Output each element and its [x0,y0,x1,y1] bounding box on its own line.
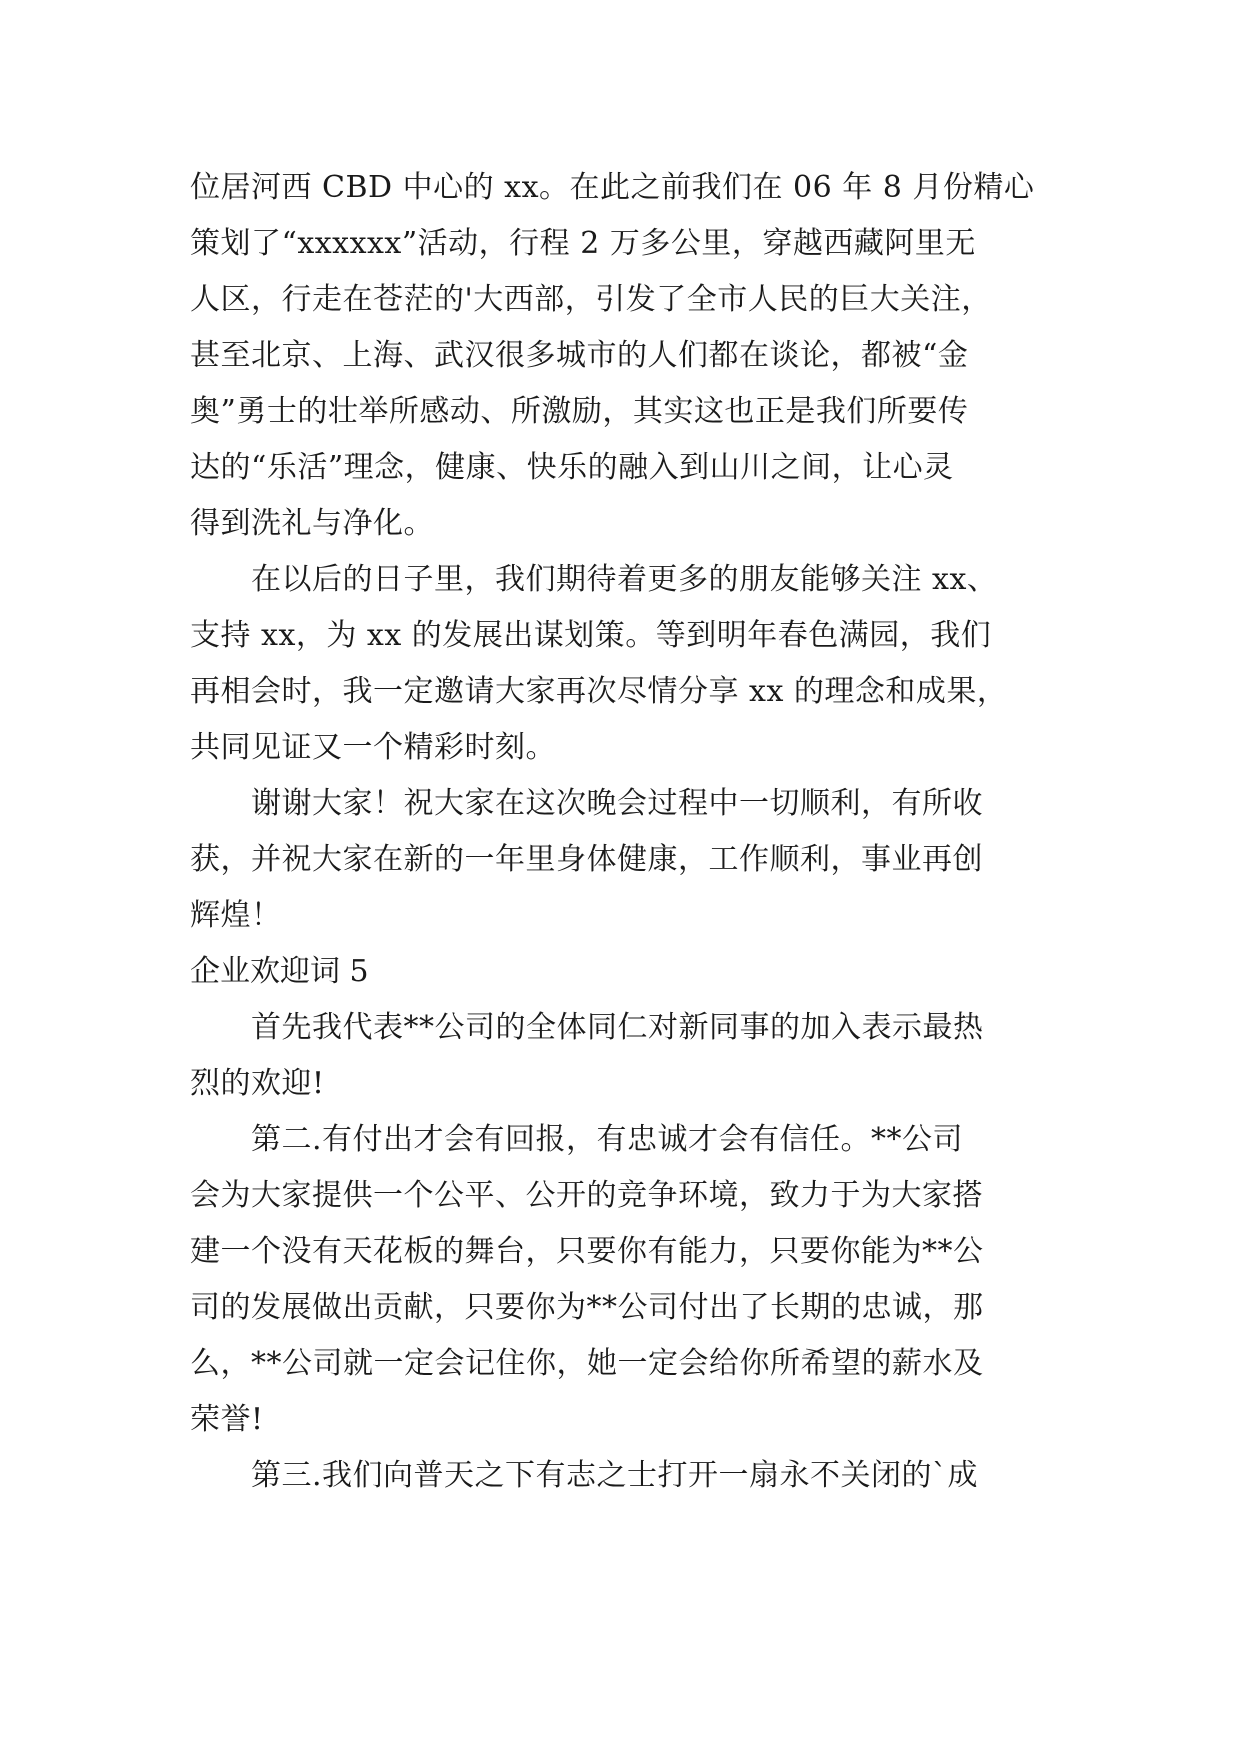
text-line-18: 第二.有付出才会有回报，有忠诚才会有信任。**公司 [190,1122,964,1157]
text-line-4: 甚至北京、上海、武汉很多城市的人们都在谈论，都被“金 [190,338,969,373]
text-line-13: 获，并祝大家在新的一年里身体健康，工作顺利，事业再创 [190,842,983,877]
text-line-20: 建一个没有天花板的舞台，只要你有能力，只要你能为**公 [190,1234,984,1269]
text-line-2: 策划了“xxxxxx”活动，行程 2 万多公里，穿越西藏阿里无 [190,226,976,261]
section-heading: 企业欢迎词 5 [190,954,369,989]
text-line-24: 第三.我们向普天之下有志之士打开一扇永不关闭的`成 [190,1458,979,1493]
text-line-7: 得到洗礼与净化。 [190,506,434,541]
text-line-16: 首先我代表**公司的全体同仁对新同事的加入表示最热 [190,1010,984,1045]
text-line-23: 荣誉! [190,1402,264,1437]
text-line-21: 司的发展做出贡献，只要你为**公司付出了长期的忠诚，那 [190,1290,984,1325]
text-line-22: 么，**公司就一定会记住你，她一定会给你所希望的薪水及 [190,1346,984,1381]
text-line-14: 辉煌！ [190,898,282,933]
text-line-8: 在以后的日子里，我们期待着更多的朋友能够关注 xx、 [190,562,998,597]
text-line-9: 支持 xx，为 xx 的发展出谋划策。等到明年春色满园，我们 [190,618,992,653]
text-line-1: 位居河西 CBD 中心的 xx。在此之前我们在 06 年 8 月份精心 [190,170,1035,205]
text-line-6: 达的“乐活”理念，健康、快乐的融入到山川之间，让心灵 [190,450,954,485]
text-line-12: 谢谢大家！祝大家在这次晚会过程中一切顺利，有所收 [190,786,983,821]
text-line-3: 人区，行走在苍茫的'大西部，引发了全市人民的巨大关注， [190,282,992,317]
text-line-17: 烈的欢迎! [190,1066,325,1101]
text-line-11: 共同见证又一个精彩时刻。 [190,730,556,765]
text-line-10: 再相会时，我一定邀请大家再次尽情分享 xx 的理念和成果， [190,674,1008,709]
document-body [190,160,1060,1504]
text-line-19: 会为大家提供一个公平、公开的竞争环境，致力于为大家搭 [190,1178,983,1213]
text-line-5: 奥”勇士的壮举所感动、所激励，其实这也正是我们所要传 [190,394,969,429]
